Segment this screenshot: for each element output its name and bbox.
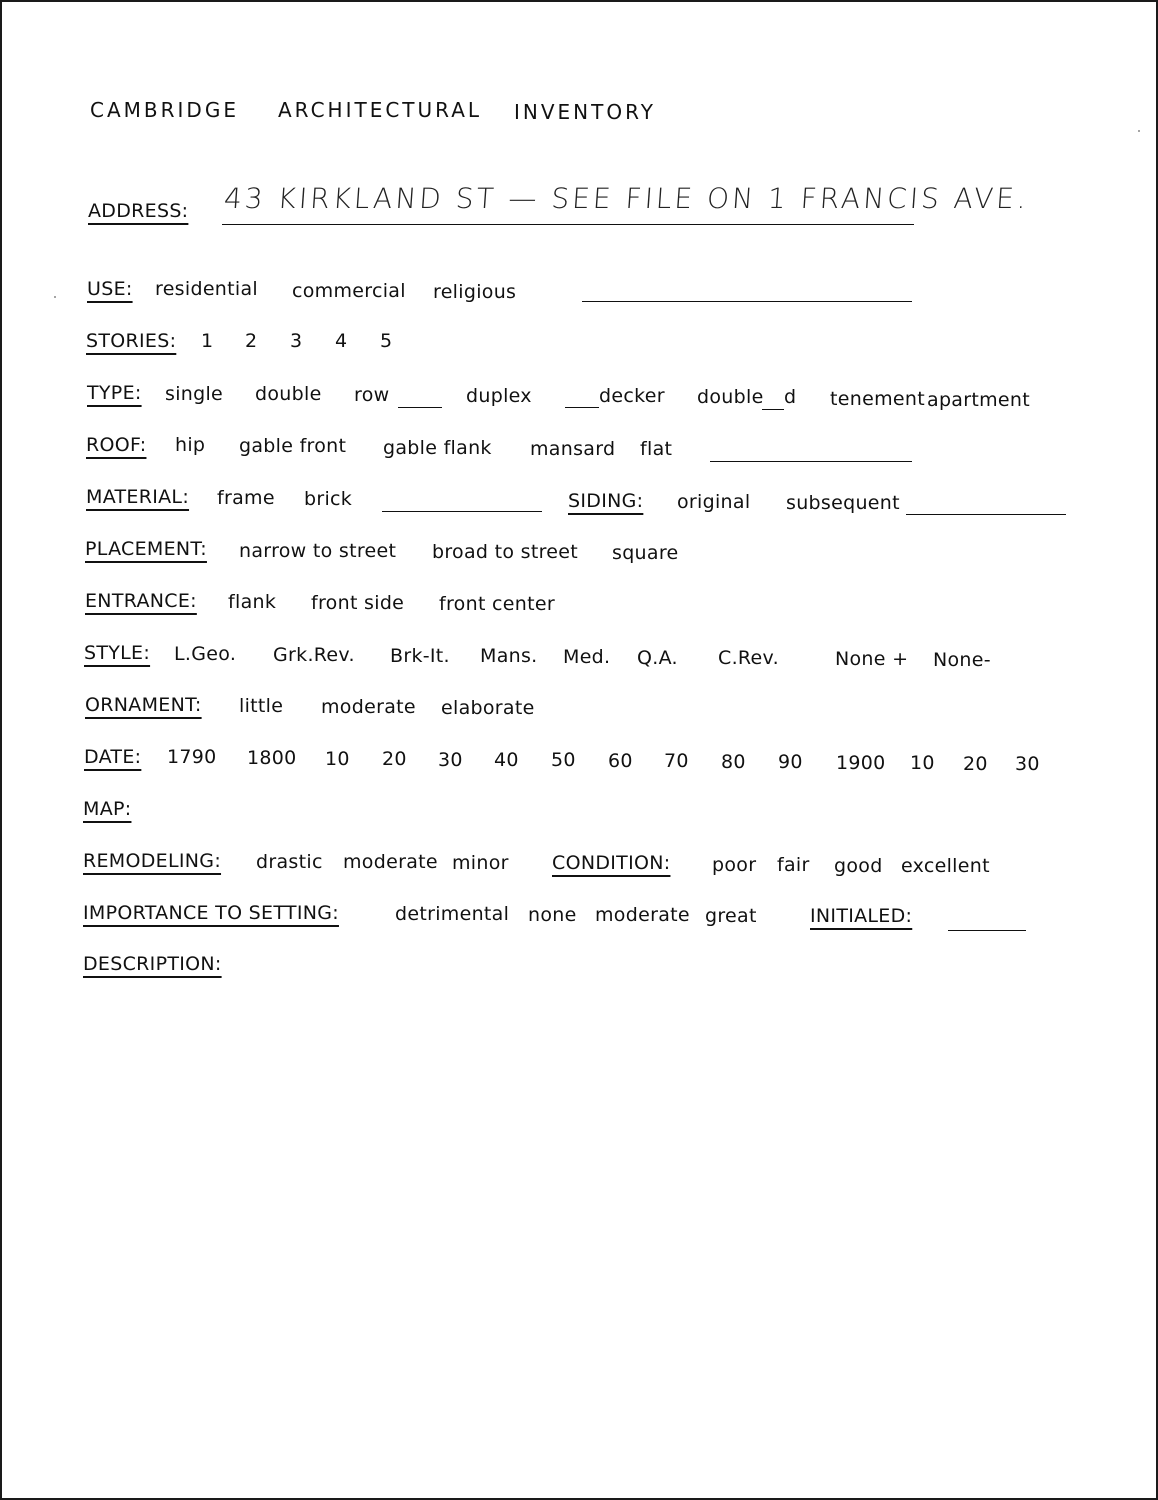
type-option-duplex: duplex: [466, 385, 532, 407]
remodeling-label: REMODELING:: [83, 850, 222, 872]
roof-option-gable-front: gable front: [239, 435, 347, 457]
style-option-none-plus: None +: [835, 648, 909, 670]
material-option-frame: frame: [217, 487, 275, 509]
siding-option-original: original: [677, 491, 751, 513]
date-option-1910: 10: [910, 752, 935, 774]
type-option-row: row: [354, 384, 390, 406]
type-label: TYPE:: [87, 382, 142, 404]
condition-option-good: good: [834, 855, 883, 877]
entrance-option-front-side: front side: [311, 592, 405, 614]
placement-option-square: square: [612, 542, 679, 564]
roof-option-hip: hip: [175, 434, 206, 456]
stories-option-5: 5: [380, 330, 393, 352]
importance-label: IMPORTANCE TO SETTING:: [83, 902, 339, 924]
entrance-option-flank: flank: [228, 591, 277, 613]
style-option-mans: Mans.: [480, 645, 538, 667]
stories-option-3: 3: [290, 330, 303, 352]
date-option-1790: 1790: [167, 746, 217, 768]
date-option-80: 80: [721, 751, 746, 773]
header-inventory: INVENTORY: [514, 100, 656, 124]
address-label: ADDRESS:: [88, 200, 189, 222]
style-option-med: Med.: [563, 646, 611, 668]
address-line: [222, 224, 914, 225]
style-option-qa: Q.A.: [637, 647, 678, 669]
map-label: MAP:: [83, 798, 132, 820]
siding-option-subsequent: subsequent: [786, 492, 900, 514]
remodeling-option-minor: minor: [452, 852, 509, 874]
date-option-60: 60: [608, 750, 633, 772]
ornament-option-moderate: moderate: [321, 696, 416, 718]
type-option-double-d: double: [697, 386, 764, 408]
use-option-religious: religious: [433, 281, 517, 303]
type-option-apartment: apartment: [927, 389, 1030, 411]
importance-option-moderate: moderate: [595, 904, 690, 926]
placement-option-broad: broad to street: [432, 541, 579, 563]
type-option-double: double: [255, 383, 322, 405]
siding-blank-line: [906, 514, 1066, 515]
initialed-label: INITIALED:: [810, 905, 913, 927]
material-option-brick: brick: [304, 488, 353, 510]
initialed-blank-line: [948, 930, 1026, 931]
type-double-d-blank: [762, 409, 784, 410]
header-architectural: ARCHITECTURAL: [278, 98, 483, 122]
material-label: MATERIAL:: [86, 486, 190, 508]
description-label: DESCRIPTION:: [83, 953, 222, 975]
roof-label: ROOF:: [86, 434, 147, 456]
type-option-tenement: tenement: [830, 388, 925, 410]
roof-option-mansard: mansard: [530, 438, 616, 460]
material-blank-line: [382, 511, 542, 512]
date-option-1920: 20: [963, 753, 988, 775]
entrance-option-front-center: front center: [439, 593, 555, 615]
date-option-70: 70: [664, 750, 689, 772]
condition-option-excellent: excellent: [901, 855, 990, 877]
condition-label: CONDITION:: [552, 852, 671, 874]
date-option-1900: 1900: [836, 752, 886, 774]
use-option-residential: residential: [155, 278, 259, 300]
scan-speck: [54, 296, 56, 298]
roof-option-flat: flat: [640, 438, 673, 460]
scan-speck: [1138, 130, 1140, 132]
importance-option-detrimental: detrimental: [395, 903, 510, 925]
type-option-decker: decker: [599, 385, 665, 407]
placement-option-narrow: narrow to street: [239, 540, 397, 562]
date-option-1930: 30: [1015, 753, 1040, 775]
style-option-brkit: Brk-It.: [390, 645, 450, 667]
style-option-crev: C.Rev.: [718, 647, 779, 669]
remodeling-option-drastic: drastic: [256, 851, 323, 873]
entrance-label: ENTRANCE:: [85, 590, 197, 612]
date-option-1800: 1800: [247, 747, 297, 769]
type-option-single: single: [165, 383, 224, 405]
remodeling-option-moderate: moderate: [343, 851, 438, 873]
ornament-option-elaborate: elaborate: [441, 697, 535, 719]
date-option-10: 10: [325, 748, 350, 770]
condition-option-fair: fair: [777, 854, 810, 876]
style-option-lgeo: L.Geo.: [174, 643, 237, 665]
roof-option-gable-flank: gable flank: [383, 437, 492, 459]
date-option-40: 40: [494, 749, 519, 771]
stories-option-4: 4: [335, 330, 348, 352]
use-label: USE:: [87, 278, 133, 300]
ornament-label: ORNAMENT:: [85, 694, 202, 716]
condition-option-poor: poor: [712, 854, 757, 876]
roof-blank-line: [710, 461, 912, 462]
use-blank-line: [582, 301, 912, 302]
date-option-30: 30: [438, 749, 463, 771]
ornament-option-little: little: [239, 695, 284, 717]
style-option-grkrev: Grk.Rev.: [273, 644, 355, 666]
header-cambridge: CAMBRIDGE: [90, 98, 239, 122]
stories-option-1: 1: [201, 330, 214, 352]
stories-option-2: 2: [245, 330, 258, 352]
siding-label: SIDING:: [568, 490, 644, 512]
style-option-none-minus: None-: [933, 649, 991, 671]
placement-label: PLACEMENT:: [85, 538, 207, 560]
importance-option-none: none: [528, 904, 577, 926]
importance-option-great: great: [705, 905, 757, 927]
type-decker-blank: [565, 407, 599, 408]
type-row-blank: [398, 407, 442, 408]
style-label: STYLE:: [84, 642, 151, 664]
address-handwritten-value: 43 KIRKLAND ST — SEE FILE ON 1 FRANCIS AVE.: [222, 182, 1030, 215]
date-option-50: 50: [551, 749, 576, 771]
date-label: DATE:: [84, 746, 142, 768]
date-option-20: 20: [382, 748, 407, 770]
date-option-90: 90: [778, 751, 803, 773]
type-option-d: d: [784, 386, 797, 408]
stories-label: STORIES:: [86, 330, 177, 352]
use-option-commercial: commercial: [292, 280, 406, 302]
